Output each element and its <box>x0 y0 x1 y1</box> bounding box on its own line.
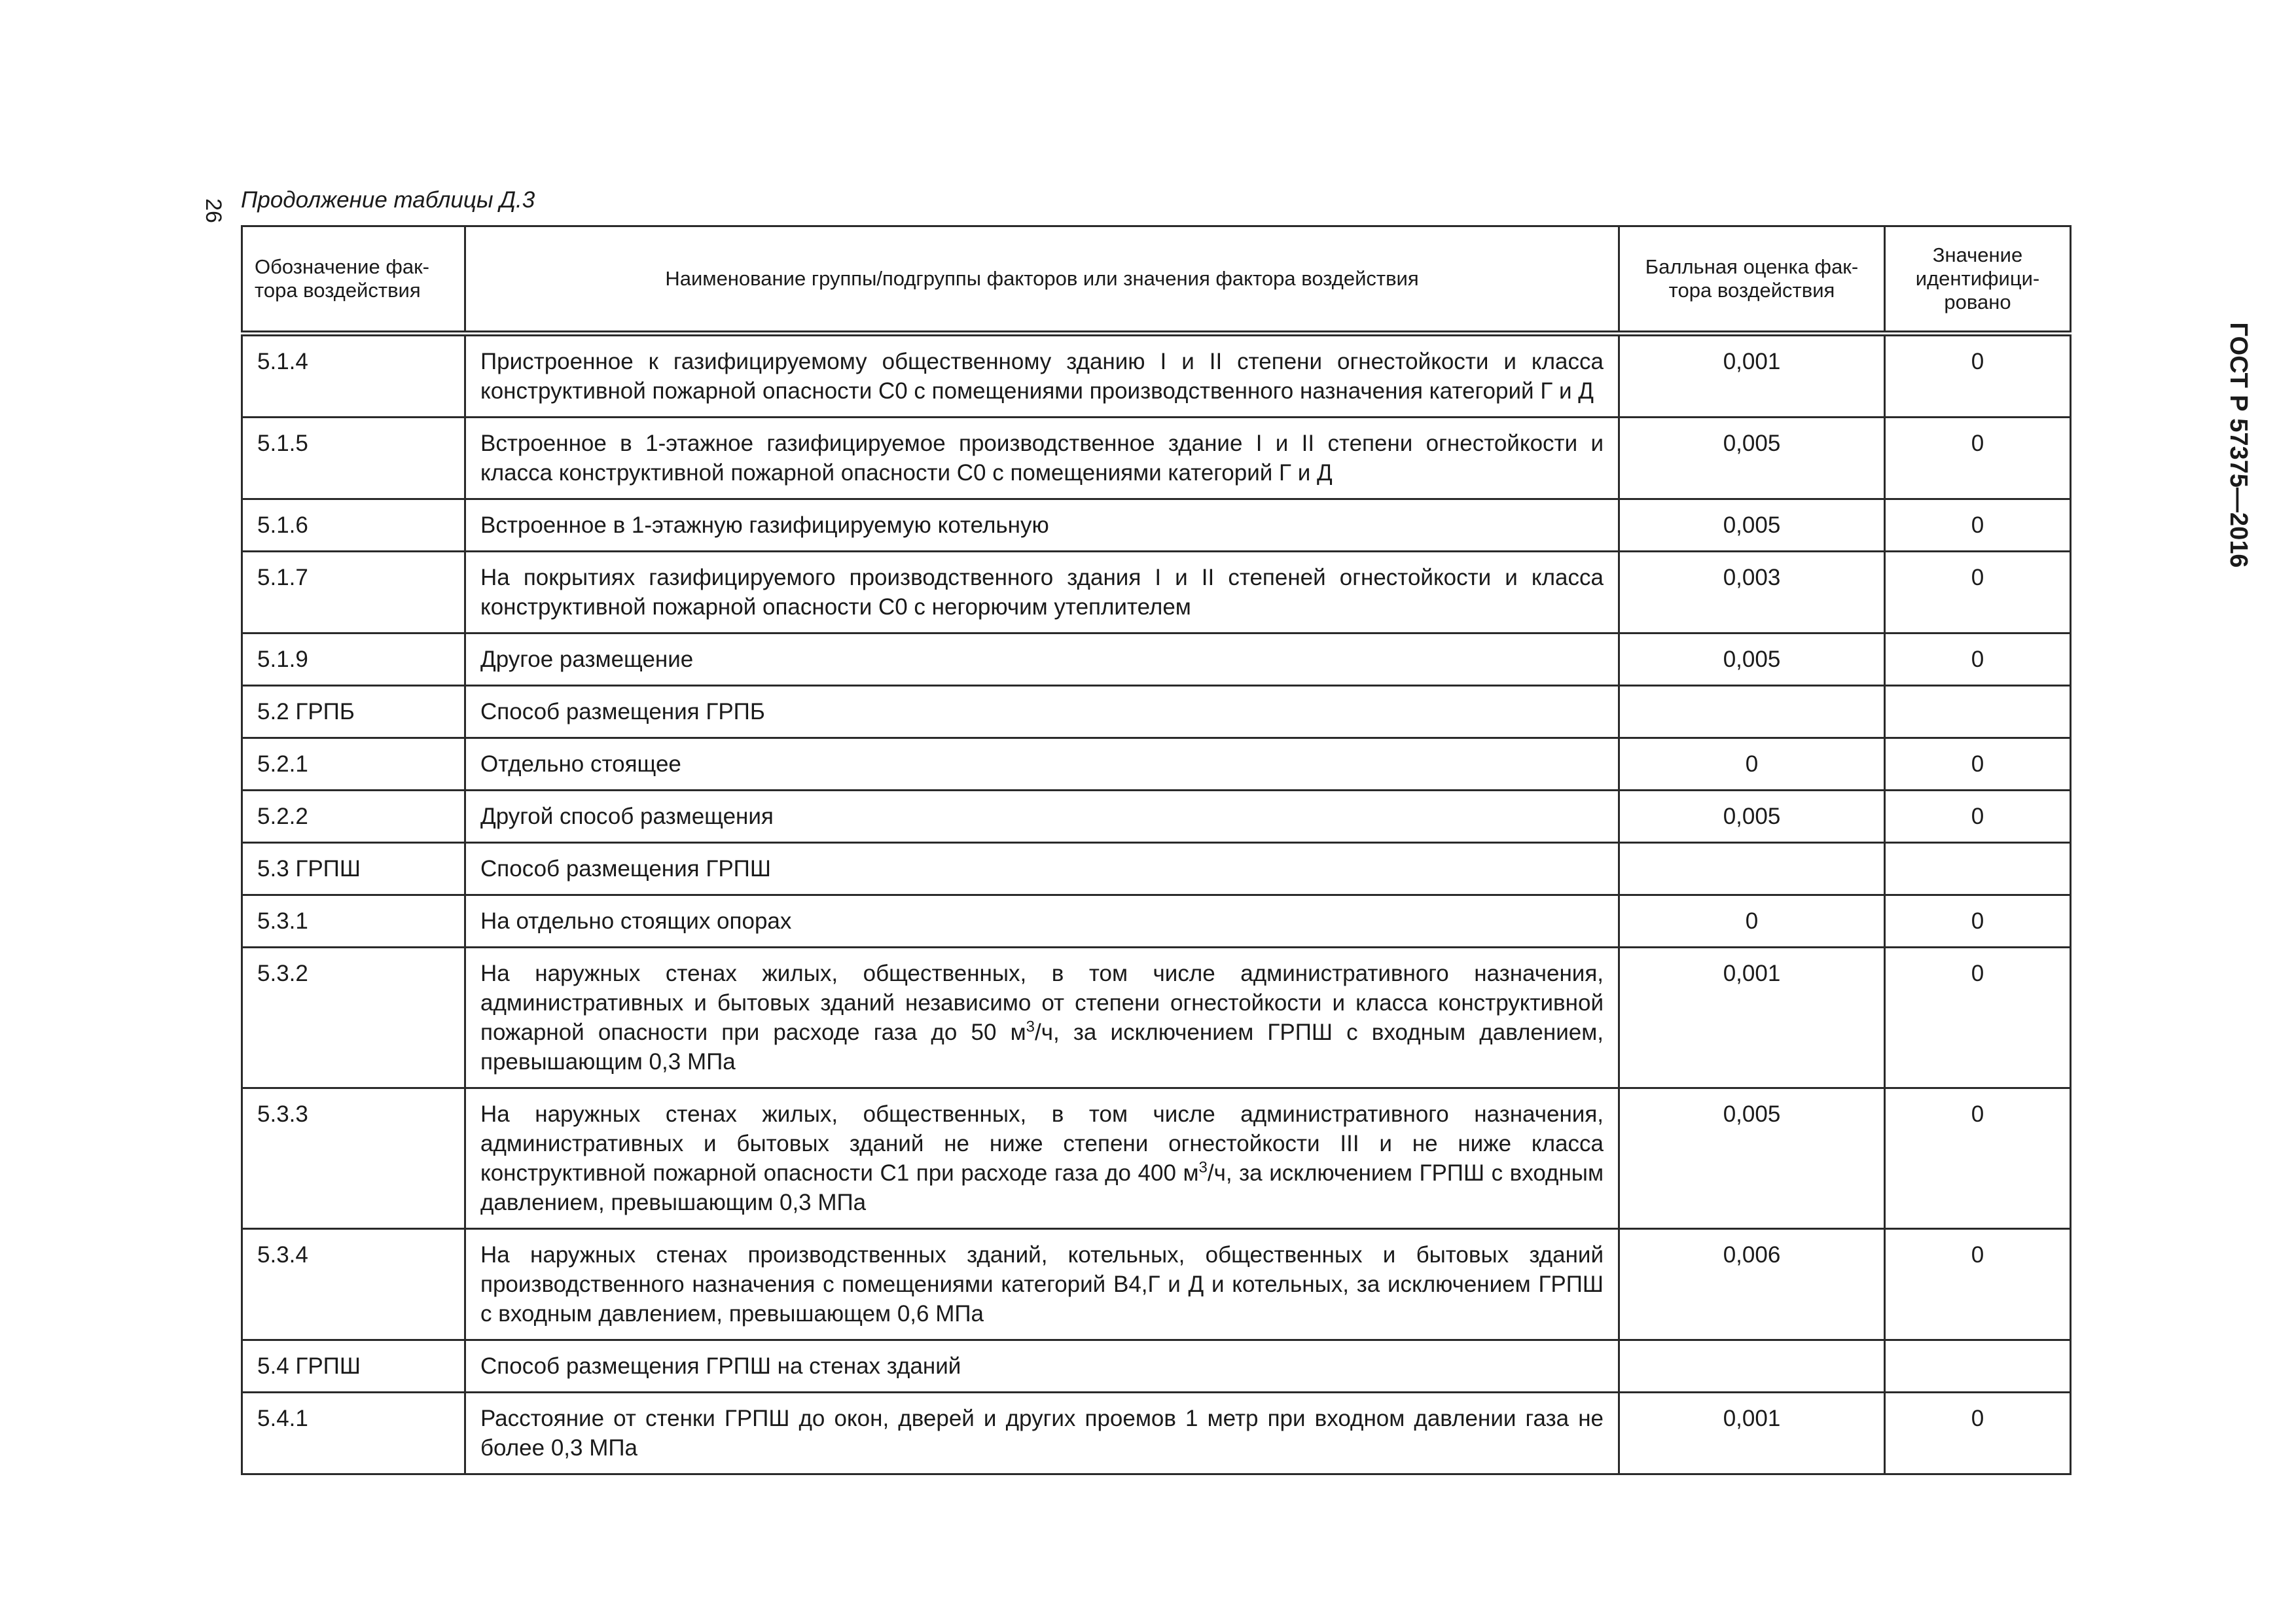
table-row <box>242 948 2071 1088</box>
row-name: Способ размещения ГРПШ <box>465 843 1619 895</box>
table-row <box>242 334 2071 418</box>
superscript: 3 <box>1026 1018 1035 1036</box>
row-ident: 0 <box>1885 1229 2071 1340</box>
table-row <box>242 552 2071 633</box>
row-score <box>1619 1340 1885 1393</box>
row-name: Другое размещение <box>465 633 1619 686</box>
row-name: Расстояние от стенки ГРПШ до окон, дверей и других проемов 1 метр при входном давлении газа не более 0,3 МПа <box>465 1393 1619 1474</box>
row-code: 5.2.2 <box>242 791 465 843</box>
row-name: Встроенное в 1-этажное газифицируемое производственное здание I и II степени огнестойкости и класса конструктивной пожарной опасности С0 с помещениями категорий Г и Д <box>465 418 1619 499</box>
superscript: 3 <box>1198 1158 1208 1177</box>
row-code: 5.3 ГРПШ <box>242 843 465 895</box>
row-ident <box>1885 686 2071 738</box>
row-name: На наружных стенах производственных зданий, котельных, общественных и бытовых зданий производственного назначения с помещениями категорий В4,Г и Д и котельных, за исключением ГРПШ с входным давлением, превышающем 0,6 МПа <box>465 1229 1619 1340</box>
row-name: На покрытиях газифицируемого производственного здания I и II степеней огнестойкости и класса конструктивной пожарной опасности С0 с негорючим утеплителем <box>465 552 1619 633</box>
row-name <box>465 1088 1619 1229</box>
table-row <box>242 791 2071 843</box>
table-row <box>242 738 2071 791</box>
table-row <box>242 1393 2071 1474</box>
table-caption: Продолжение таблицы Д.3 <box>241 187 535 213</box>
row-score: 0,006 <box>1619 1229 1885 1340</box>
row-ident: 0 <box>1885 895 2071 948</box>
table-row <box>242 633 2071 686</box>
table-row <box>242 418 2071 499</box>
factor-table <box>241 225 2072 1475</box>
row-ident <box>1885 843 2071 895</box>
row-ident: 0 <box>1885 1393 2071 1474</box>
row-code: 5.1.9 <box>242 633 465 686</box>
header-code: Обозначение фак-тора воздействия <box>242 226 465 334</box>
row-ident: 0 <box>1885 334 2071 418</box>
row-name <box>465 948 1619 1088</box>
row-ident: 0 <box>1885 552 2071 633</box>
row-name-text: /ч, за исключением ГРПШ с входным давлением, превышающим 0,3 МПа <box>480 1020 1604 1075</box>
row-code: 5.3.1 <box>242 895 465 948</box>
document-code: ГОСТ Р 57375—2016 <box>2225 322 2253 568</box>
row-name: Встроенное в 1-этажную газифицируемую котельную <box>465 499 1619 552</box>
row-score: 0,005 <box>1619 791 1885 843</box>
row-name: На отдельно стоящих опорах <box>465 895 1619 948</box>
table-row <box>242 1229 2071 1340</box>
table-row <box>242 1340 2071 1393</box>
row-code: 5.3.4 <box>242 1229 465 1340</box>
row-ident: 0 <box>1885 633 2071 686</box>
row-name: Пристроенное к газифицируемому общественному зданию I и II степени огнестойкости и класса конструктивной пожарной опасности С0 с помещениями производственного назначения категорий Г и Д <box>465 334 1619 418</box>
row-name: Другой способ размещения <box>465 791 1619 843</box>
row-score: 0 <box>1619 738 1885 791</box>
row-ident <box>1885 1340 2071 1393</box>
row-code: 5.2 ГРПБ <box>242 686 465 738</box>
row-name-text: На наружных стенах жилых, общественных, в том числе административного назначения, административных и бытовых зданий не ниже степени огнестойкости III и не ниже класса конструктивной пожарной опасности С1 при расходе газа до 400 м <box>480 1101 1604 1186</box>
row-code: 5.3.2 <box>242 948 465 1088</box>
row-code: 5.1.4 <box>242 334 465 418</box>
row-code: 5.2.1 <box>242 738 465 791</box>
table-row <box>242 895 2071 948</box>
row-name: Отдельно стоящее <box>465 738 1619 791</box>
row-score: 0,005 <box>1619 633 1885 686</box>
row-score: 0 <box>1619 895 1885 948</box>
row-ident: 0 <box>1885 499 2071 552</box>
row-score: 0,001 <box>1619 334 1885 418</box>
row-score: 0,005 <box>1619 1088 1885 1229</box>
row-code: 5.1.7 <box>242 552 465 633</box>
row-name: Способ размещения ГРПШ на стенах зданий <box>465 1340 1619 1393</box>
table-row <box>242 1088 2071 1229</box>
row-ident: 0 <box>1885 1088 2071 1229</box>
row-code: 5.4 ГРПШ <box>242 1340 465 1393</box>
header-score: Балльная оценка фак-тора воздействия <box>1619 226 1885 334</box>
table-header-row <box>242 226 2071 334</box>
row-score <box>1619 843 1885 895</box>
page-number: 26 <box>201 198 226 223</box>
row-code: 5.1.6 <box>242 499 465 552</box>
table-row <box>242 499 2071 552</box>
row-ident: 0 <box>1885 418 2071 499</box>
row-name-text: На наружных стенах жилых, общественных, в том числе административного назначения, административных и бытовых зданий независимо от степени огнестойкости и класса конструктивной пожарной опасности при расходе газа до 50 м <box>480 961 1604 1045</box>
row-ident: 0 <box>1885 738 2071 791</box>
row-code: 5.1.5 <box>242 418 465 499</box>
row-score: 0,005 <box>1619 418 1885 499</box>
row-code: 5.4.1 <box>242 1393 465 1474</box>
row-name-text: /ч, за исключением ГРПШ с входным давлением, превышающим 0,3 МПа <box>480 1160 1604 1215</box>
row-name: Способ размещения ГРПБ <box>465 686 1619 738</box>
row-score: 0,001 <box>1619 1393 1885 1474</box>
header-ident: Значение идентифици-ровано <box>1885 226 2071 334</box>
table-row <box>242 686 2071 738</box>
row-score: 0,005 <box>1619 499 1885 552</box>
row-score: 0,001 <box>1619 948 1885 1088</box>
row-ident: 0 <box>1885 948 2071 1088</box>
row-score <box>1619 686 1885 738</box>
row-ident: 0 <box>1885 791 2071 843</box>
header-name: Наименование группы/подгруппы факторов или значения фактора воздействия <box>465 226 1619 334</box>
row-score: 0,003 <box>1619 552 1885 633</box>
table-row <box>242 843 2071 895</box>
row-code: 5.3.3 <box>242 1088 465 1229</box>
